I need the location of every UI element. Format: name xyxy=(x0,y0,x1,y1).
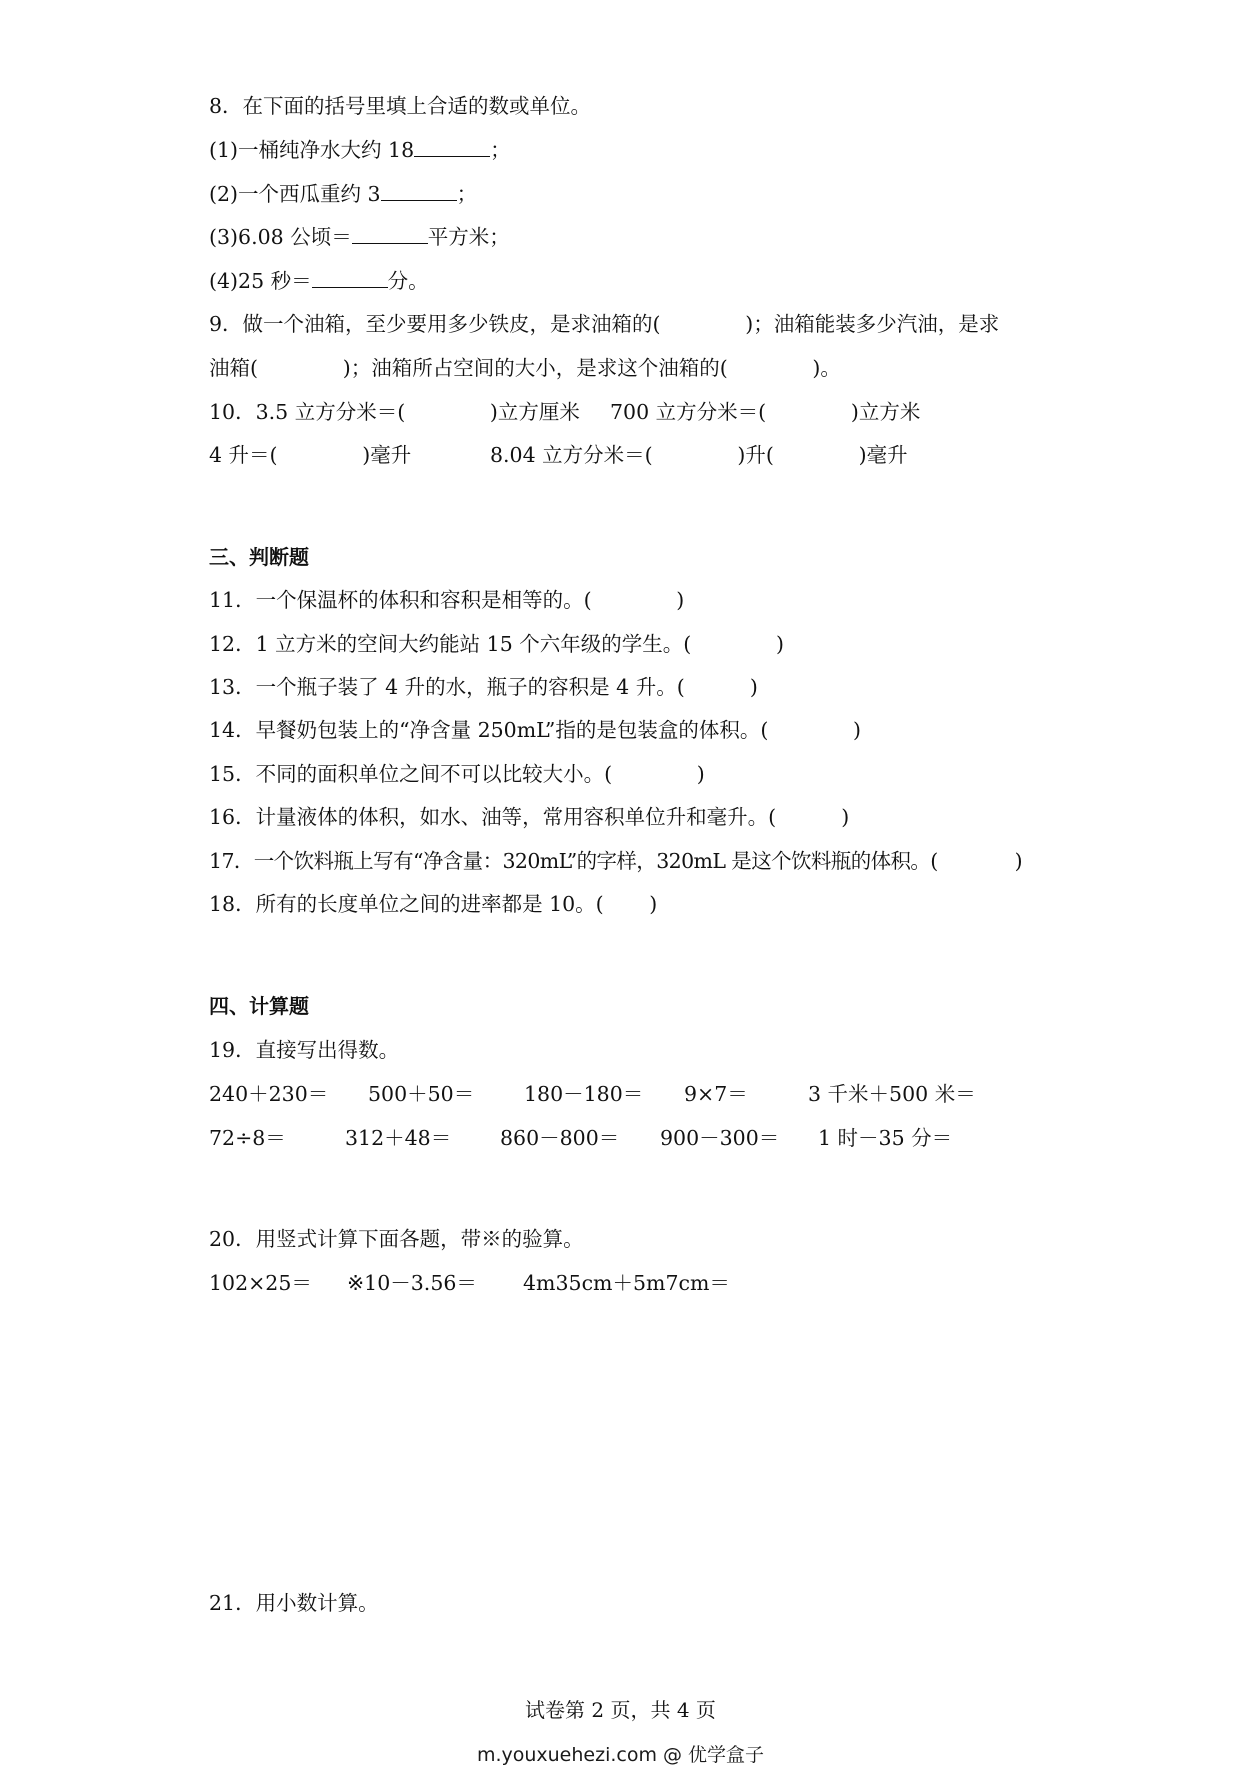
q8-item-2 xyxy=(209,180,477,208)
q20-item-1: 102×25＝ xyxy=(209,1271,312,1295)
q8-item-4 xyxy=(209,267,429,295)
q21-title: 21．用小数计算。 xyxy=(209,1591,379,1615)
section4-heading: 四、计算题 xyxy=(209,994,309,1018)
judge-item-11: 11．一个保温杯的体积和容积是相等的。( ) xyxy=(209,588,685,612)
judge-item-16: 16．计量液体的体积，如水、油等，常用容积单位升和毫升。( ) xyxy=(209,805,850,829)
q10-part-b: 700 立方分米＝( )立方米 xyxy=(610,400,921,424)
q8-item-2-text: (2)一个西瓜重约 3 xyxy=(209,182,381,206)
q19-r1-c1: 240＋230＝ xyxy=(209,1082,329,1106)
q10-part-d: 8.04 立方分米＝( )升( )毫升 xyxy=(490,443,908,467)
q19-r1-c5: 3 千米＋500 米＝ xyxy=(808,1082,976,1106)
q8-item-4-end: 分。 xyxy=(387,269,429,293)
q8-item-2-end: ； xyxy=(456,182,478,206)
q19-r2-c2: 312＋48＝ xyxy=(345,1126,452,1150)
q9-line-1: 9．做一个油箱，至少要用多少铁皮，是求油箱的( )；油箱能装多少汽油，是求 xyxy=(209,312,1000,336)
q19-r1-c4: 9×7＝ xyxy=(684,1082,748,1106)
judge-item-13: 13．一个瓶子装了 4 升的水，瓶子的容积是 4 升。( ) xyxy=(209,675,758,699)
q19-r1-c2: 500＋50＝ xyxy=(368,1082,475,1106)
judge-item-17: 17．一个饮料瓶上写有“净含量：320mL”的字样，320mL 是这个饮料瓶的体积。( ) xyxy=(209,849,1023,873)
q19-title: 19．直接写出得数。 xyxy=(209,1038,400,1062)
q19-r2-c1: 72÷8＝ xyxy=(209,1126,286,1150)
judge-item-12: 12．1 立方米的空间大约能站 15 个六年级的学生。( ) xyxy=(209,632,784,656)
q10-part-a: 10．3.5 立方分米＝( )立方厘米 xyxy=(209,400,580,424)
q9-line-2: 油箱( )；油箱所占空间的大小，是求这个油箱的( )。 xyxy=(209,356,841,380)
q20-item-3: 4m35cm＋5m7cm＝ xyxy=(523,1271,730,1295)
q10-part-c: 4 升＝( )毫升 xyxy=(209,443,412,467)
q20-title: 20．用竖式计算下面各题，带※的验算。 xyxy=(209,1227,584,1251)
q8-title: 8．在下面的括号里填上合适的数或单位。 xyxy=(209,94,592,118)
judge-item-14: 14．早餐奶包装上的“净含量 250mL”指的是包装盒的体积。( ) xyxy=(209,718,862,742)
q8-item-3-blank[interactable] xyxy=(352,225,428,244)
q8-item-1-end: ； xyxy=(490,138,511,162)
q8-item-3-text: (3)6.08 公顷＝ xyxy=(209,225,352,249)
q8-item-3-end: 平方米； xyxy=(427,225,510,249)
judge-item-18: 18．所有的长度单位之间的进率都是 10。( ) xyxy=(209,892,658,916)
q19-r2-c4: 900－300＝ xyxy=(660,1126,780,1150)
q8-item-3 xyxy=(209,223,510,251)
judge-item-15: 15．不同的面积单位之间不可以比较大小。( ) xyxy=(209,762,705,786)
q19-r2-c3: 860－800＝ xyxy=(500,1126,620,1150)
q8-item-1-text: (1)一桶纯净水大约 18 xyxy=(209,138,415,162)
q19-r2-c5: 1 时－35 分＝ xyxy=(818,1126,953,1150)
q8-item-4-text: (4)25 秒＝ xyxy=(209,269,312,293)
watermark: m.youxuehezi.com @ 优学盒子 xyxy=(476,1744,765,1766)
page-footer: 试卷第 2 页，共 4 页 xyxy=(525,1698,716,1722)
q8-item-2-blank[interactable] xyxy=(381,182,457,201)
q8-item-4-blank[interactable] xyxy=(312,269,388,288)
section3-heading: 三、判断题 xyxy=(209,545,309,569)
q8-item-1 xyxy=(209,136,511,164)
q8-item-1-blank[interactable] xyxy=(414,138,490,157)
q19-r1-c3: 180－180＝ xyxy=(524,1082,644,1106)
q20-item-2: ※10－3.56＝ xyxy=(347,1271,477,1295)
